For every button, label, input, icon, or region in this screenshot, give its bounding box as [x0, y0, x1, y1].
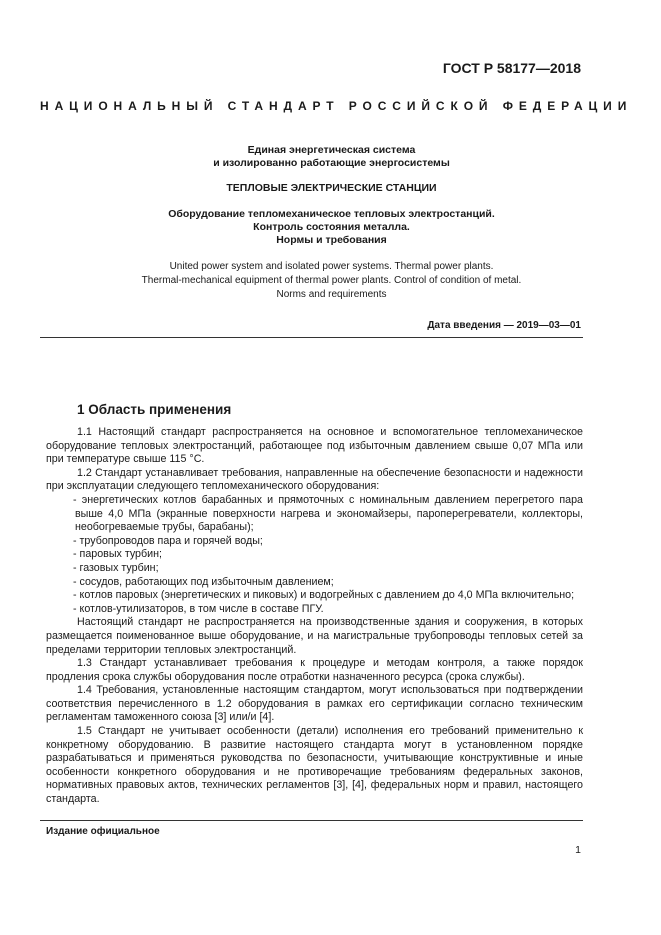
standard-number: ГОСТ Р 58177—2018	[442, 60, 581, 76]
divider-bottom	[40, 820, 583, 821]
page-number: 1	[575, 844, 581, 856]
title-sub-1: Оборудование тепломеханическое тепловых электростанций.	[168, 208, 495, 220]
title-block	[40, 144, 623, 302]
paragraph-1-1: 1.1 Настоящий стандарт распространяется на основное и вспомогательное тепломеханическое оборудование тепловых электростанций, работающее под избыточным давлением свыше 0,07 МПа или при температуре свыше 115 °С.	[46, 426, 583, 466]
title-en-3: Norms and requirements	[276, 289, 387, 300]
list-item: - паровых турбин;	[73, 548, 162, 561]
list-item: - котлов-утилизаторов, в том числе в составе ПГУ.	[73, 602, 324, 615]
list-item: - котлов паровых (энергетических и пиковых) и водогрейных с давлением до 4,0 МПа включительно;	[73, 589, 575, 602]
paragraph-1-4: 1.4 Требования, установленные настоящим стандартом, могут использоваться при подтверждении соответствия перечисленного в 1.2 оборудования в рамках его сертификации согласно техническим регламентам таможенного союза [3] или/и [4].	[46, 684, 583, 724]
paragraph-1-3: 1.3 Стандарт устанавливает требования к процедуре и методам контроля, а также порядок продления срока службы оборудования после отработки назначенного ресурса (срока службы).	[46, 657, 583, 683]
title-line-1: Единая энергетическая система	[247, 144, 416, 156]
section-title: 1 Область применения	[77, 402, 232, 417]
list-item: - энергетических котлов барабанных и прямоточных с номинальным давлением перегретого пара выше 4,0 МПа (экранные поверхности нагрева и экономайзеры, пароперегреватели, коллекторы, необогреваемые трубы, барабаны);	[73, 493, 583, 534]
title-en-1: United power system and isolated power systems. Thermal power plants.	[169, 261, 494, 272]
title-sub-3: Нормы и требования	[276, 234, 387, 246]
title-group: ТЕПЛОВЫЕ ЭЛЕКТРИЧЕСКИЕ СТАНЦИИ	[226, 182, 437, 194]
paragraph-exclusions: Настоящий стандарт не распространяется на производственные здания и сооружения, в которых размещается поименованное выше оборудование, и на магистральные трубопроводы тепловых сетей за пределами территории тепловых электростанций.	[46, 616, 583, 656]
title-en-2: Thermal-mechanical equipment of thermal power plants. Control of condition of metal.	[141, 275, 522, 286]
national-standard-heading: НАЦИОНАЛЬНЫЙ СТАНДАРТ РОССИЙСКОЙ ФЕДЕРАЦИИ	[40, 99, 633, 113]
title-line-2: и изолированно работающие энергосистемы	[213, 157, 450, 169]
intro-date: Дата введения — 2019—03—01	[427, 320, 581, 331]
section-body	[46, 426, 583, 807]
list-item: - трубопроводов пара и горячей воды;	[73, 534, 263, 547]
paragraph-1-5: 1.5 Стандарт не учитывает особенности (детали) исполнения его требований применительно к конкретному оборудованию. В развитие настоящего стандарта могут в установленном порядке разрабатываться и применяться руководства по безопасности, учитывающие конструктивные и иные особенности конкретного оборудования и не противоречащие требованиям федеральных законов, нормативных правовых актов, технических регламентов [3], [4], федеральных норм и правил, настоящего стандарта.	[46, 725, 583, 806]
divider-top	[40, 337, 583, 338]
list-item: - газовых турбин;	[73, 561, 159, 574]
title-sub-2: Контроль состояния металла.	[253, 221, 410, 233]
edition-label: Издание официальное	[46, 826, 160, 837]
paragraph-1-2: 1.2 Стандарт устанавливает требования, направленные на обеспечение безопасности и надежности при эксплуатации следующего тепломеханического оборудования:	[46, 466, 583, 493]
list-item: - сосудов, работающих под избыточным давлением;	[73, 575, 334, 588]
